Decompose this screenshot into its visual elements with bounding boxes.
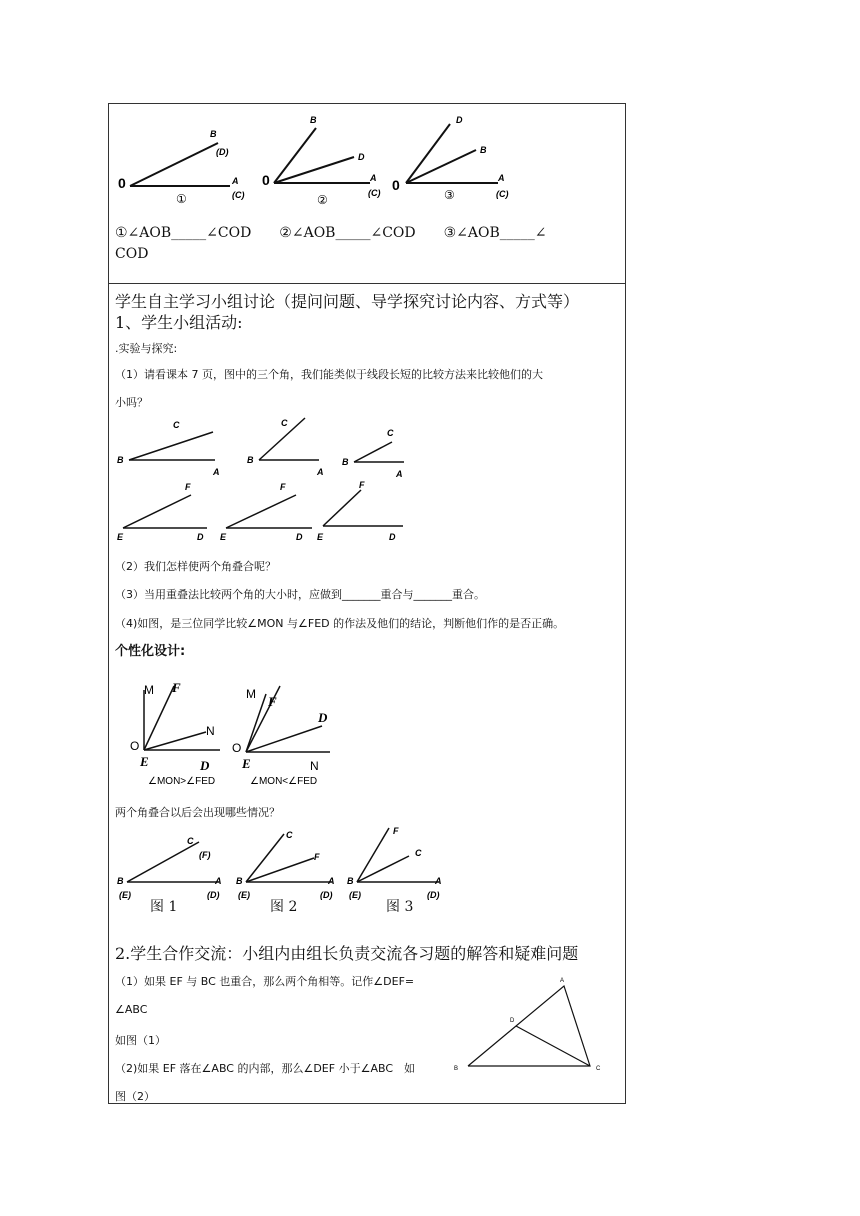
label-B: B [480,145,487,155]
label-D: (D) [427,890,440,900]
label-B: B [117,876,124,886]
vertex-label: E [317,532,324,542]
question-1-line-1: （1）请看课本 7 页，图中的三个角，我们能类似于线段长短的比较方法来比较他们的大 [115,368,543,381]
label-E: E [242,756,251,771]
figure-caption: ∠MON<∠FED [250,776,318,787]
question-2: （2）我们怎样使两个角叠合呢？ [115,560,276,573]
arm-label-f: F [359,480,365,490]
vertex-B: B [454,1066,459,1072]
question-1-line-2: 小吗？ [115,396,148,409]
angle-edf-1 [115,480,215,542]
label-N: N [310,759,319,773]
label-B: B [310,115,317,125]
label-E: (E) [238,890,250,900]
subheading-cooperation: 2.学生合作交流：小组内由组长负责交流各习题的解答和疑难问题 [115,944,579,963]
label-A: A [498,173,505,183]
vertex-A: A [560,978,565,984]
section-heading: 学生自主学习小组讨论（提问问题、导学探究讨论内容、方式等） [115,292,580,311]
label-E: (E) [349,890,361,900]
figure-caption-1: 图 1 [150,899,178,915]
arm-label-a: A [396,469,403,479]
label-F: (F) [199,850,211,860]
answer-2-line-2: 图（2） [115,1090,155,1103]
label-O: 0 [118,175,126,191]
label-F: F [314,852,320,862]
arm-label-f: F [185,482,191,492]
label-B: B [347,876,354,886]
answer-1-line-2: ∠ABC [115,1003,148,1016]
label-D: (D) [216,147,229,157]
angle-bca-2 [245,412,335,478]
angle-bca-3 [342,422,412,480]
arm-label-d: D [389,532,396,542]
label-F: F [393,826,399,836]
angle-figure-1 [118,125,248,210]
vertex-label: B [247,455,254,465]
label-A: A [435,876,442,886]
arm-label-a: A [213,467,220,477]
label-D: (D) [320,890,333,900]
angle-edf-3 [315,480,415,542]
label-C: (C) [232,190,245,200]
question-4: （4)如图，是三位同学比较∠MON 与∠FED 的作法及他们的结论，判断他们作的是否正确。 [115,617,565,630]
label-D: D [456,115,463,125]
mon-fed-figure-1 [128,680,238,790]
label-O: 0 [392,177,400,193]
subheading-activity: 1、学生小组活动: [115,313,243,332]
angle-edf-2 [218,480,318,542]
question-3: （3）当用重叠法比较两个角的大小时，应做到_______重合与_______重合。 [115,588,485,601]
label-D: (D) [207,890,220,900]
arm-label-d: D [197,532,204,542]
label-O: O [232,741,242,755]
label-N: N [206,724,215,738]
label-M: M [246,687,256,701]
label-C: C [187,836,194,846]
angle-figure-2 [262,113,392,208]
row-divider [108,283,626,284]
mon-fed-figure-2 [230,680,350,790]
personal-design-label: 个性化设计: [115,644,186,659]
compare-line-2: COD [115,246,149,262]
figure-number: ① [176,192,187,206]
figure-caption-3: 图 3 [386,899,414,915]
label-D: D [200,758,210,773]
label-A: A [328,876,335,886]
label-D: D [358,152,365,162]
angle-bca-1 [115,418,225,478]
label-B: B [210,129,217,139]
compare-line-1: ①∠AOB_____∠COD ②∠AOB_____∠COD ③∠AOB_____∠ [115,225,547,241]
label-F: F [268,694,277,709]
explore-label: .实验与探究: [115,342,178,355]
figure-caption-2: 图 2 [270,899,298,915]
label-A: A [232,176,239,186]
arm-label-f: F [280,482,286,492]
vertex-label: B [342,457,349,467]
answer-2-line-1: （2)如果 EF 落在∠ABC 的内部，那么∠DEF 小于∠ABC 如 [115,1062,416,1075]
arm-label-d: D [296,532,303,542]
figure-number: ③ [444,188,455,202]
label-B: B [236,876,243,886]
arm-label-a: A [317,467,324,477]
overlap-question: 两个角叠合以后会出现哪些情况？ [115,806,280,819]
figure-caption: ∠MON>∠FED [148,776,216,787]
figure-number: ② [317,193,328,207]
label-C: C [415,848,422,858]
label-O: O [130,739,140,753]
answer-1-line-1: （1）如果 EF 与 BC 也重合，那么两个角相等。记作∠DEF= [115,975,415,988]
triangle-figure [452,972,612,1082]
label-F: F [172,680,181,695]
vertex-label: B [117,455,124,465]
label-D: D [318,710,328,725]
vertex-label: E [117,532,124,542]
label-C: (C) [496,189,509,199]
vertex-label: E [220,532,227,542]
arm-label-c: C [387,428,394,438]
label-O: 0 [262,172,270,188]
label-E: E [140,754,149,769]
label-A: A [215,876,222,886]
label-M: M [144,683,154,697]
vertex-D: D [510,1018,515,1024]
answer-1-line-3: 如图（1） [115,1034,166,1047]
arm-label-c: C [173,420,180,430]
label-C: C [286,830,293,840]
arm-label-c: C [281,418,288,428]
label-E: (E) [119,890,131,900]
label-A: A [370,173,377,183]
angle-figure-3 [392,113,522,208]
vertex-C: C [596,1066,601,1072]
label-C: (C) [368,188,381,198]
